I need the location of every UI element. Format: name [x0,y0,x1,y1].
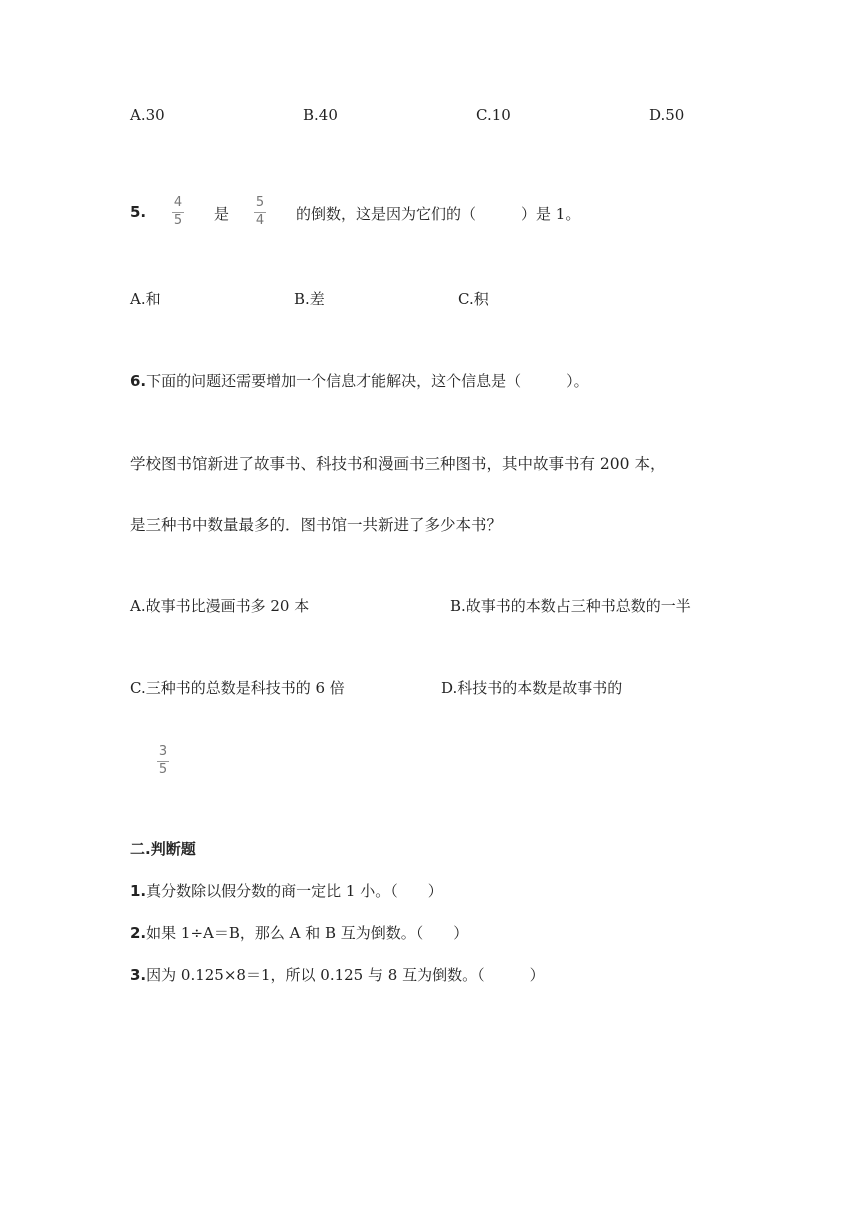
q4-option-b: B.40 [303,106,338,124]
q6-option-d: D.科技书的本数是故事书的 [441,679,623,697]
q6-frac-denominator: 5 [158,762,168,777]
q6-number: 6. [130,372,147,390]
q4-option-a: A.30 [130,106,165,124]
q5-frac2-numerator: 5 [255,195,265,210]
q5-text: 的倒数，这是因为它们的（ ）是 1。 [296,205,581,223]
q5-option-c: C.积 [458,290,489,308]
judgement-item-3-number: 3. [130,966,147,984]
q5-number: 5. [130,203,147,221]
q5-option-a: A.和 [130,290,161,308]
q5-fraction-5-4 [254,196,266,228]
q6-option-c: C.三种书的总数是科技书的 6 倍 [130,679,345,697]
judgement-item-3-text: 因为 0.125×8＝1，所以 0.125 与 8 互为倒数。（ ） [146,966,545,984]
q5-frac1-denominator: 5 [173,213,183,228]
q5-frac1-numerator: 4 [173,195,183,210]
q5-frac2-denominator: 4 [255,213,265,228]
q6-passage-line-2: 是三种书中数量最多的．图书馆一共新进了多少本书？ [130,516,503,534]
judgement-item-1-text: 真分数除以假分数的商一定比 1 小。（ ） [146,882,443,900]
judgement-item-2 [130,922,468,943]
q4-option-c: C.10 [476,106,511,124]
section-2-heading: 二.判断题 [130,840,196,858]
judgement-item-2-text: 如果 1÷A＝B，那么 A 和 B 互为倒数。（ ） [146,924,469,942]
q6-frac-numerator: 3 [158,744,168,759]
q6-question [130,370,589,391]
q6-option-a: A.故事书比漫画书多 20 本 [130,597,310,615]
q5-word-is: 是 [214,205,230,223]
judgement-item-2-number: 2. [130,924,147,942]
q5-option-b: B.差 [294,290,325,308]
q6-fraction-3-5 [157,745,169,777]
q4-option-d: D.50 [649,106,685,124]
judgement-item-1-number: 1. [130,882,147,900]
q5-fraction-4-5 [172,196,184,228]
q6-option-b: B.故事书的本数占三种书总数的一半 [450,597,691,615]
q6-text: 下面的问题还需要增加一个信息才能解决，这个信息是（ ）。 [146,372,589,390]
judgement-item-1 [130,880,443,901]
judgement-item-3 [130,964,545,985]
q6-passage-line-1: 学校图书馆新进了故事书、科技书和漫画书三种图书，其中故事书有 200 本， [130,455,666,473]
